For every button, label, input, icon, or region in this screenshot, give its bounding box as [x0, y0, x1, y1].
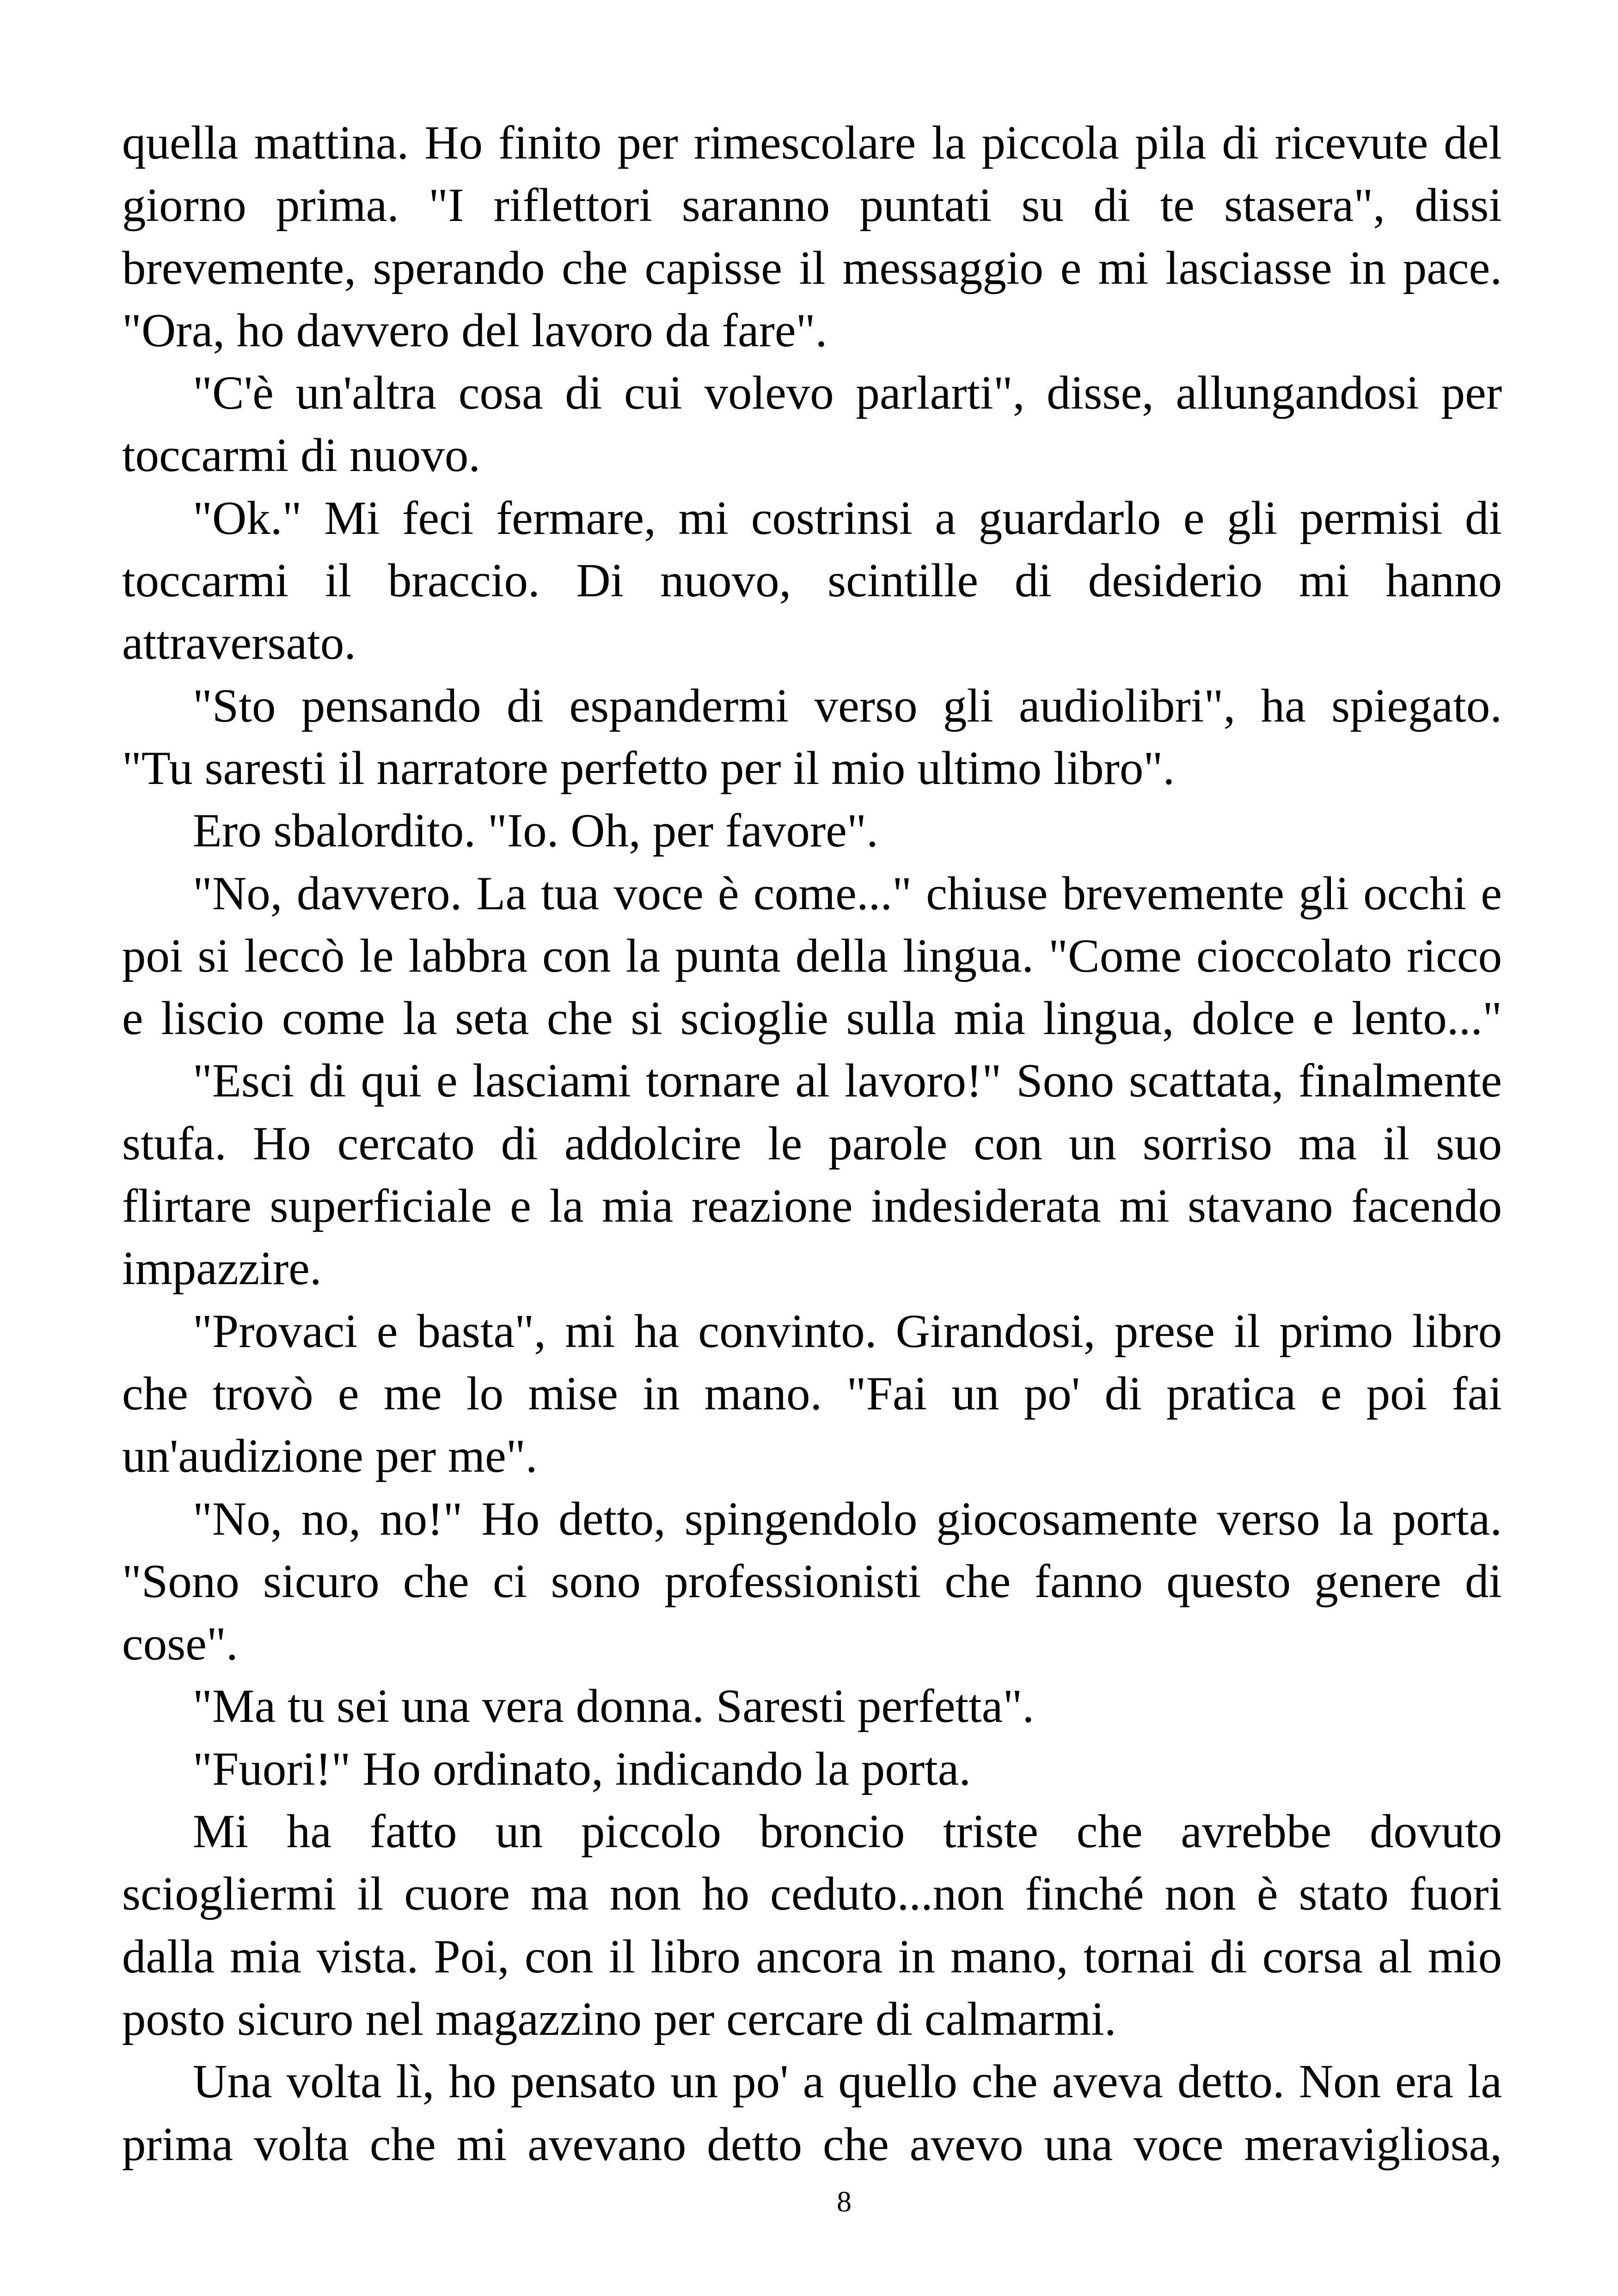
text-line: brevemente, sperando che capisse il messaggio e mi lasciasse in pace.	[122, 241, 1502, 294]
text-line: "C'è un'altra cosa di cui volevo parlarti", disse, allungandosi per	[193, 367, 1502, 420]
text-line: "Fuori!" Ho ordinato, indicando la porta.	[193, 1742, 971, 1795]
text-line: cose".	[122, 1617, 238, 1671]
text-line: Ero sbalordito. "Io. Oh, per favore".	[193, 804, 878, 857]
text-line: prima volta che mi avevano detto che avevo una voce meravigliosa,	[122, 2118, 1502, 2171]
paragraph	[122, 362, 1502, 487]
body-text	[122, 112, 1502, 2176]
paragraph	[122, 112, 1502, 362]
text-line: "Ora, ho davvero del lavoro da fare".	[122, 304, 827, 357]
paragraph	[122, 1800, 1502, 2051]
text-line: toccarmi il braccio. Di nuovo, scintille di desiderio mi hanno	[122, 554, 1502, 607]
text-line: "Ok." Mi feci fermare, mi costrinsi a guardarlo e gli permisi di	[193, 491, 1502, 545]
text-line: "Provaci e basta", mi ha convinto. Girandosi, prese il primo libro	[193, 1304, 1502, 1358]
paragraph	[122, 675, 1502, 800]
paragraph	[122, 487, 1502, 675]
text-line: "Tu saresti il narratore perfetto per il mio ultimo libro".	[122, 741, 1175, 795]
text-line: dalla mia vista. Poi, con il libro ancora in mano, tornai di corsa al mio	[122, 1930, 1502, 1983]
text-line: "No, no, no!" Ho detto, spingendolo giocosamente verso la porta.	[193, 1492, 1502, 1545]
page-number: 8	[837, 2185, 852, 2218]
text-line: poi si leccò le labbra con la punta della lingua. "Come cioccolato ricco	[122, 929, 1502, 982]
text-line: attraversato.	[122, 617, 356, 670]
text-line: che trovò e me lo mise in mano. "Fai un po' di pratica e poi fai	[122, 1367, 1502, 1420]
text-line: posto sicuro nel magazzino per cercare di calmarmi.	[122, 1992, 1116, 2045]
paragraph	[122, 863, 1502, 1050]
text-line: toccarmi di nuovo.	[122, 429, 481, 482]
paragraph	[122, 2051, 1502, 2176]
text-line: Mi ha fatto un piccolo broncio triste che avrebbe dovuto	[193, 1805, 1502, 1858]
paragraph	[122, 800, 1502, 862]
text-line: e liscio come la seta che si scioglie sulla mia lingua, dolce e lento..."	[122, 992, 1502, 1045]
text-line: stufa. Ho cercato di addolcire le parole con un sorriso ma il suo	[122, 1117, 1502, 1170]
text-line: un'audizione per me".	[122, 1430, 538, 1483]
text-line: impazzire.	[122, 1242, 322, 1295]
text-line: "Ma tu sei una vera donna. Saresti perfetta".	[193, 1680, 1035, 1733]
text-line: "Sto pensando di espandermi verso gli audiolibri", ha spiegato.	[193, 679, 1502, 732]
text-line: "Esci di qui e lasciami tornare al lavoro!" Sono scattata, finalmente	[193, 1054, 1502, 1108]
paragraph	[122, 1050, 1502, 1300]
text-line: Una volta lì, ho pensato un po' a quello che aveva detto. Non era la	[193, 2055, 1502, 2108]
paragraph	[122, 1488, 1502, 1676]
paragraph	[122, 1675, 1502, 1738]
text-line: "Sono sicuro che ci sono professionisti che fanno questo genere di	[122, 1555, 1502, 1608]
text-line: flirtare superficiale e la mia reazione indesiderata mi stavano facendo	[122, 1180, 1502, 1233]
text-line: giorno prima. "I riflettori saranno puntati su di te stasera", dissi	[122, 179, 1502, 232]
text-line: quella mattina. Ho finito per rimescolare la piccola pila di ricevute del	[122, 116, 1502, 169]
text-line: "No, davvero. La tua voce è come..." chiuse brevemente gli occhi e	[193, 867, 1502, 920]
paragraph	[122, 1300, 1502, 1488]
paragraph	[122, 1738, 1502, 1800]
text-line: sciogliermi il cuore ma non ho ceduto...non finché non è stato fuori	[122, 1867, 1502, 1921]
